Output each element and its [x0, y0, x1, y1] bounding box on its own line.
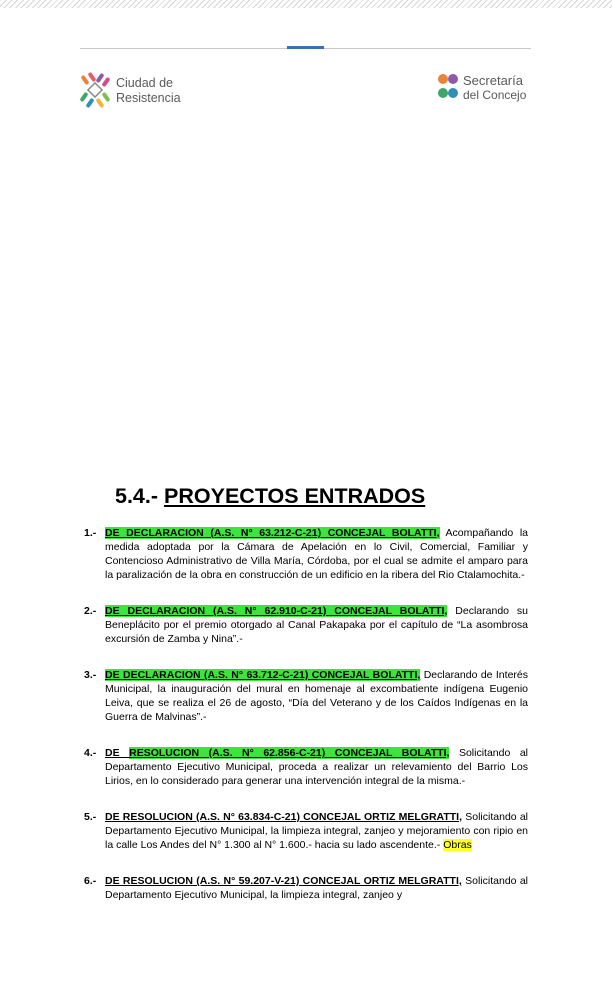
- item-text: Solicitando al Departamento Ejecutivo Municipal, proceda a realizar un relevamiento del Barrio Los Lirios, en lo considerado para generar una intervención integral de la misma.-: [105, 747, 528, 787]
- item-number: 6.-: [84, 875, 97, 887]
- item-heading: DE DECLARACION (A.S. N° 62.910-C-21) CONCEJAL BOLATTI,: [105, 605, 448, 617]
- projects-list: [84, 526, 528, 924]
- list-item: [84, 746, 528, 788]
- item-number: 2.-: [84, 605, 97, 617]
- section-number: 5.4.-: [115, 484, 159, 508]
- logo-right-line1: Secretaría: [463, 73, 523, 88]
- list-item: [84, 874, 528, 902]
- item-tag: Obras: [443, 839, 472, 851]
- section-title-text: PROYECTOS ENTRADOS: [164, 484, 426, 508]
- item-number: 5.-: [84, 811, 97, 823]
- item-text: Solicitando al Departamento Ejecutivo Municipal, la limpieza integral, zanjeo y: [105, 875, 528, 901]
- top-hatch-band: [0, 0, 612, 8]
- secretaria-dots-icon: [437, 72, 459, 104]
- list-item: [84, 810, 528, 852]
- logo-left-line1: Ciudad de: [116, 76, 173, 90]
- item-number: 1.-: [84, 527, 97, 539]
- item-heading: DE RESOLUCION (A.S. N° 63.834-C-21) CONCEJAL ORTIZ MELGRATTI,: [105, 811, 463, 823]
- list-item: [84, 604, 528, 646]
- item-heading: DE RESOLUCION (A.S. N° 59.207-V-21) CONCEJAL ORTIZ MELGRATTI,: [105, 875, 462, 887]
- item-number: 4.-: [84, 747, 97, 759]
- logo-secretaria-del-concejo: [437, 72, 526, 104]
- item-text: Solicitando al Departamento Ejecutivo Municipal, la limpieza integral, zanjeo y mejoramiento con ripio en la calle Los Andes del N° 1.300 al N° 1.600.- hacia su lado ascendente.-: [105, 811, 528, 851]
- section-title: [115, 484, 425, 509]
- logo-ciudad-de-resistencia: [80, 70, 181, 112]
- resistencia-emblem-icon: [80, 70, 110, 112]
- logo-left-line2: Resistencia: [116, 91, 181, 105]
- header-rule-accent: [287, 46, 324, 49]
- item-text: Declarando su Beneplácito por el premio otorgado al Canal Pakapaka por el capítulo de “La asombrosa excursión de Zamba y Nina”.-: [105, 605, 528, 645]
- item-heading: DE DECLARACION (A.S. N° 63.712-C-21) CONCEJAL BOLATTI,: [105, 669, 421, 681]
- list-item: [84, 668, 528, 724]
- item-number: 3.-: [84, 669, 97, 681]
- item-heading: DE DECLARACION (A.S. N° 63.212-C-21) CONCEJAL BOLATTI,: [105, 527, 440, 539]
- item-text: Acompañando la medida adoptada por la Cámara de Apelación en lo Civil, Comercial, Familiar y Contencioso Administrativo de Villa María, Córdoba, por el cual se admite el amparo para la paralización de la obra en construcción de un edificio en la ribera del Rio Ctalamochita.-: [105, 527, 528, 581]
- item-text: Declarando de Interés Municipal, la inauguración del mural en homenaje al excombatiente indígena Eugenio Leiva, que se realiza el 26 de agosto, “Día del Veterano y de los Caídos Indígenas en la Guerra de Malvinas”.-: [105, 669, 528, 723]
- item-heading-prefix: DE: [105, 747, 130, 759]
- logo-right-line2: del Concejo: [463, 88, 527, 102]
- list-item: [84, 526, 528, 582]
- item-heading: RESOLUCION (A.S. N° 62.856-C-21) CONCEJAL BOLATTI,: [129, 747, 450, 759]
